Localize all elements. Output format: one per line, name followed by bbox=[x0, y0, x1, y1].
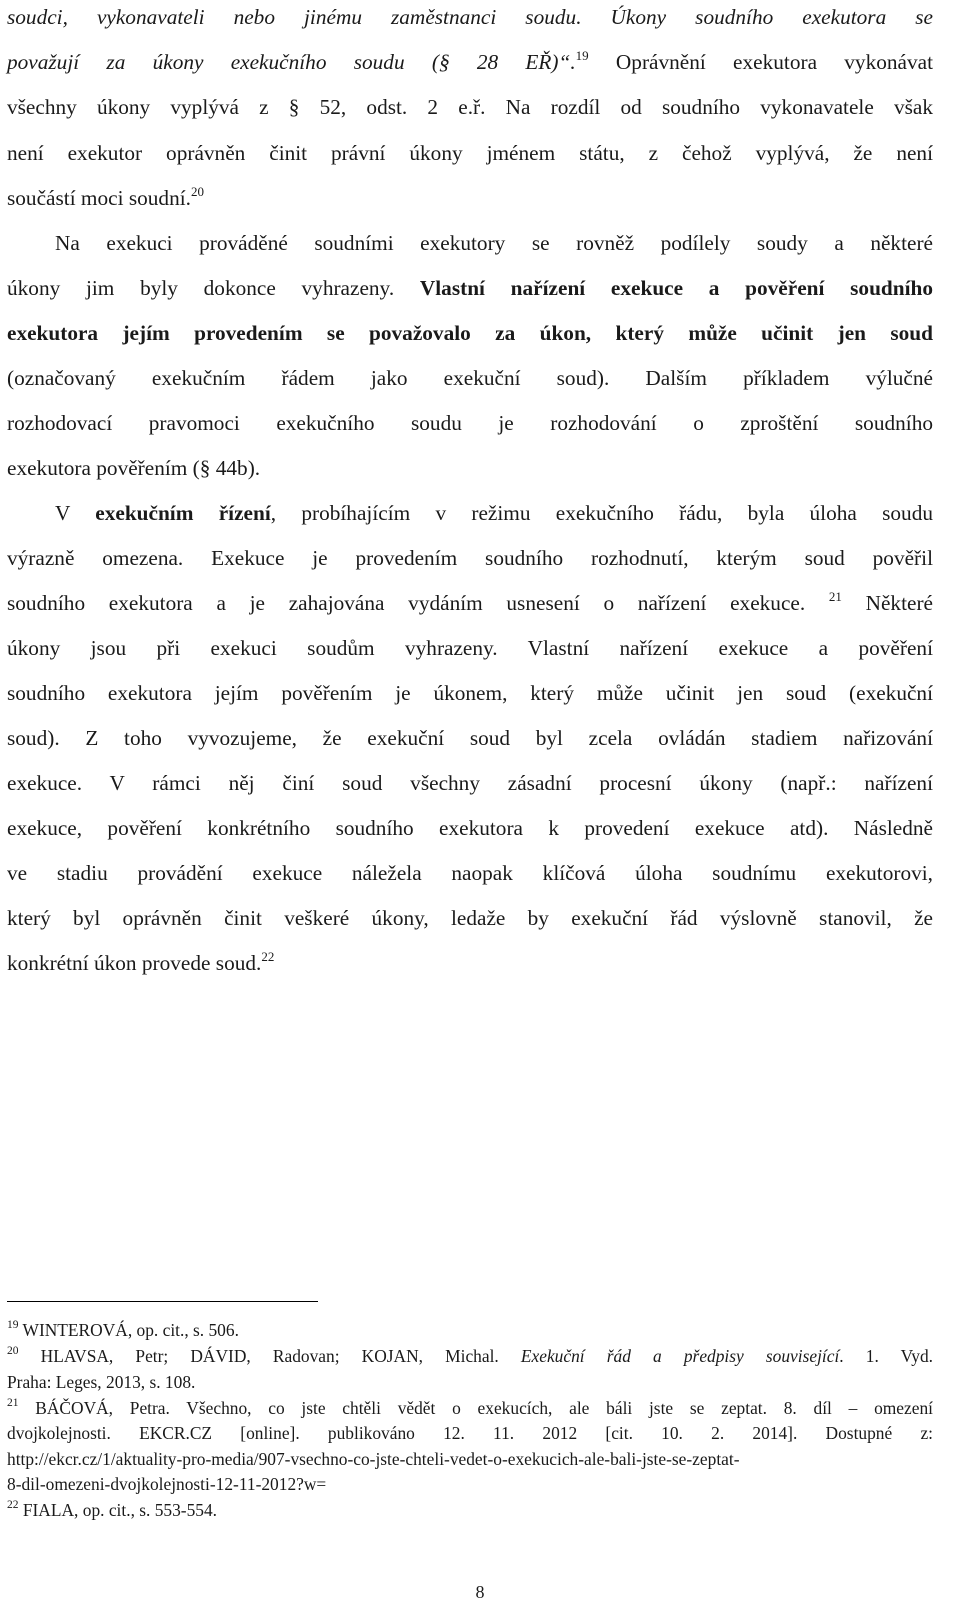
text-run: WINTEROVÁ, op. cit., s. 506. bbox=[18, 1320, 239, 1340]
text-run: rozhodovací pravomoci exekučního soudu je rozhodování o zproštění soudního bbox=[7, 411, 933, 435]
text-run: http://ekcr.cz/1/aktuality-pro-media/907-vsechno-co-jste-chteli-vedet-o-exekucich-ale-bali-jste-se-zeptat- bbox=[7, 1449, 740, 1469]
footnote-separator bbox=[7, 1301, 318, 1302]
footnote-ref: 21 bbox=[7, 1397, 19, 1410]
body-line bbox=[7, 183, 204, 213]
text-run: exekutora pověřením (§ 44b). bbox=[7, 456, 261, 480]
body-line bbox=[7, 47, 933, 77]
text-run: konkrétní úkon provede soud. bbox=[7, 951, 262, 975]
body-line bbox=[7, 768, 933, 798]
italic-text: považují za úkony exekučního soudu (§ 28 EŘ)“. bbox=[7, 50, 576, 74]
footnote-ref: 19 bbox=[575, 47, 589, 63]
text-run: exekuce, pověření konkrétního soudního exekutora k provedení exekuce atd). Následně bbox=[7, 816, 933, 840]
text-run: FIALA, op. cit., s. 553-554. bbox=[18, 1500, 218, 1520]
body-line bbox=[7, 318, 933, 348]
text-run: exekuce. V rámci něj činí soud všechny zásadní procesní úkony (např.: nařízení bbox=[7, 771, 933, 795]
body-line bbox=[7, 678, 933, 708]
text-run: V bbox=[55, 501, 96, 525]
text-run: . 1. Vyd. bbox=[839, 1346, 934, 1366]
body-line bbox=[55, 228, 933, 258]
text-run: všechny úkony vyplývá z § 52, odst. 2 e.ř. Na rozdíl od soudního vykonavatele však bbox=[7, 95, 933, 119]
text-run: součástí moci soudní. bbox=[7, 186, 191, 210]
page-number: 8 bbox=[475, 1582, 485, 1602]
text-run: který byl oprávněn činit veškeré úkony, ledaže by exekuční řád výslovně stanovil, že bbox=[7, 906, 933, 930]
footnote-ref: 21 bbox=[828, 588, 842, 604]
text-run: Dalším příkladem výlučné bbox=[609, 366, 933, 390]
text-run: Oprávnění exekutora vykonávat bbox=[588, 50, 933, 74]
footnote-line bbox=[7, 1448, 740, 1470]
bold-text: exekutora jejím provedením se považovalo za úkon, který může učinit jen soud bbox=[7, 321, 933, 345]
footnote-ref: 19 bbox=[7, 1319, 19, 1332]
bold-text: exekučním řízení bbox=[95, 501, 271, 525]
text-run: soudního exekutora a je zahajována vydáním usnesení o nařízení exekuce. bbox=[7, 591, 829, 615]
text-run: dvojkolejnosti. EKCR.CZ [online]. publikováno 12. 11. 2012 [cit. 10. 2. 2014]. Dostupné z: bbox=[7, 1423, 933, 1443]
text-run: , probíhajícím v režimu exekučního řádu, byla úloha soudu bbox=[270, 501, 933, 525]
text-run: 8-dil-omezeni-dvojkolejnosti-12-11-2012?w= bbox=[7, 1474, 327, 1494]
footnote-ref: 22 bbox=[261, 948, 275, 964]
footnote-ref: 20 bbox=[7, 1345, 19, 1358]
body-line bbox=[7, 2, 933, 32]
text-run: úkony jim byly dokonce vyhrazeny. bbox=[7, 276, 420, 300]
footnote-line bbox=[7, 1319, 239, 1341]
body-line bbox=[7, 138, 933, 168]
body-line bbox=[7, 903, 933, 933]
footnote-ref: 20 bbox=[190, 183, 204, 199]
text-run: BÁČOVÁ, Petra. Všechno, co jste chtěli vědět o exekucích, ale báli jste se zeptat. 8. díl – omezení bbox=[18, 1398, 933, 1418]
text-run: soudního exekutora jejím pověřením je úkonem, který může učinit jen soud (exekuční bbox=[7, 681, 933, 705]
body-line bbox=[7, 633, 933, 663]
footnote-ref: 22 bbox=[7, 1499, 19, 1512]
text-run: Na exekuci prováděné soudními exekutory se rovněž podílely soudy a některé bbox=[55, 231, 933, 255]
text-run: výrazně omezena. Exekuce je provedením soudního rozhodnutí, kterým soud pověřil bbox=[7, 546, 933, 570]
footnote-line bbox=[7, 1371, 195, 1393]
text-run: Praha: Leges, 2013, s. 108. bbox=[7, 1372, 196, 1392]
body-line bbox=[7, 858, 933, 888]
footnote-line bbox=[7, 1499, 217, 1521]
text-run: soud). Z toho vyvozujeme, že exekuční soud byl zcela ovládán stadiem nařizování bbox=[7, 726, 933, 750]
body-line bbox=[7, 273, 933, 303]
bold-text: Vlastní nařízení exekuce a pověření soudního bbox=[419, 276, 934, 300]
body-line bbox=[7, 723, 933, 753]
body-line bbox=[7, 92, 933, 122]
text-run: (označovaný exekučním řádem jako exekuční soud). bbox=[7, 366, 610, 390]
body-line bbox=[7, 408, 933, 438]
footnote-line bbox=[7, 1422, 933, 1444]
body-line bbox=[7, 948, 274, 978]
italic-text: soudci, vykonavateli nebo jinému zaměstnanci soudu. Úkony soudního exekutora se bbox=[7, 5, 933, 29]
text-run: úkony jsou při exekuci soudům vyhrazeny. Vlastní nařízení exekuce a pověření bbox=[7, 636, 933, 660]
footnote-line bbox=[7, 1397, 933, 1419]
footnote-line bbox=[7, 1345, 933, 1367]
text-run: není exekutor oprávněn činit právní úkony jménem státu, z čehož vyplývá, že není bbox=[7, 141, 933, 165]
body-line bbox=[7, 363, 933, 393]
body-line bbox=[7, 453, 260, 483]
body-line bbox=[7, 588, 933, 618]
text-run: ve stadiu provádění exekuce náležela naopak klíčová úloha soudnímu exekutorovi, bbox=[7, 861, 933, 885]
body-line bbox=[7, 813, 933, 843]
body-line bbox=[7, 543, 933, 573]
body-line bbox=[55, 498, 933, 528]
text-run: HLAVSA, Petr; DÁVID, Radovan; KOJAN, Michal. bbox=[18, 1346, 521, 1366]
footnote-line bbox=[7, 1473, 326, 1495]
text-run: Některé bbox=[841, 591, 933, 615]
italic-text: Exekuční řád a předpisy související bbox=[520, 1346, 840, 1366]
